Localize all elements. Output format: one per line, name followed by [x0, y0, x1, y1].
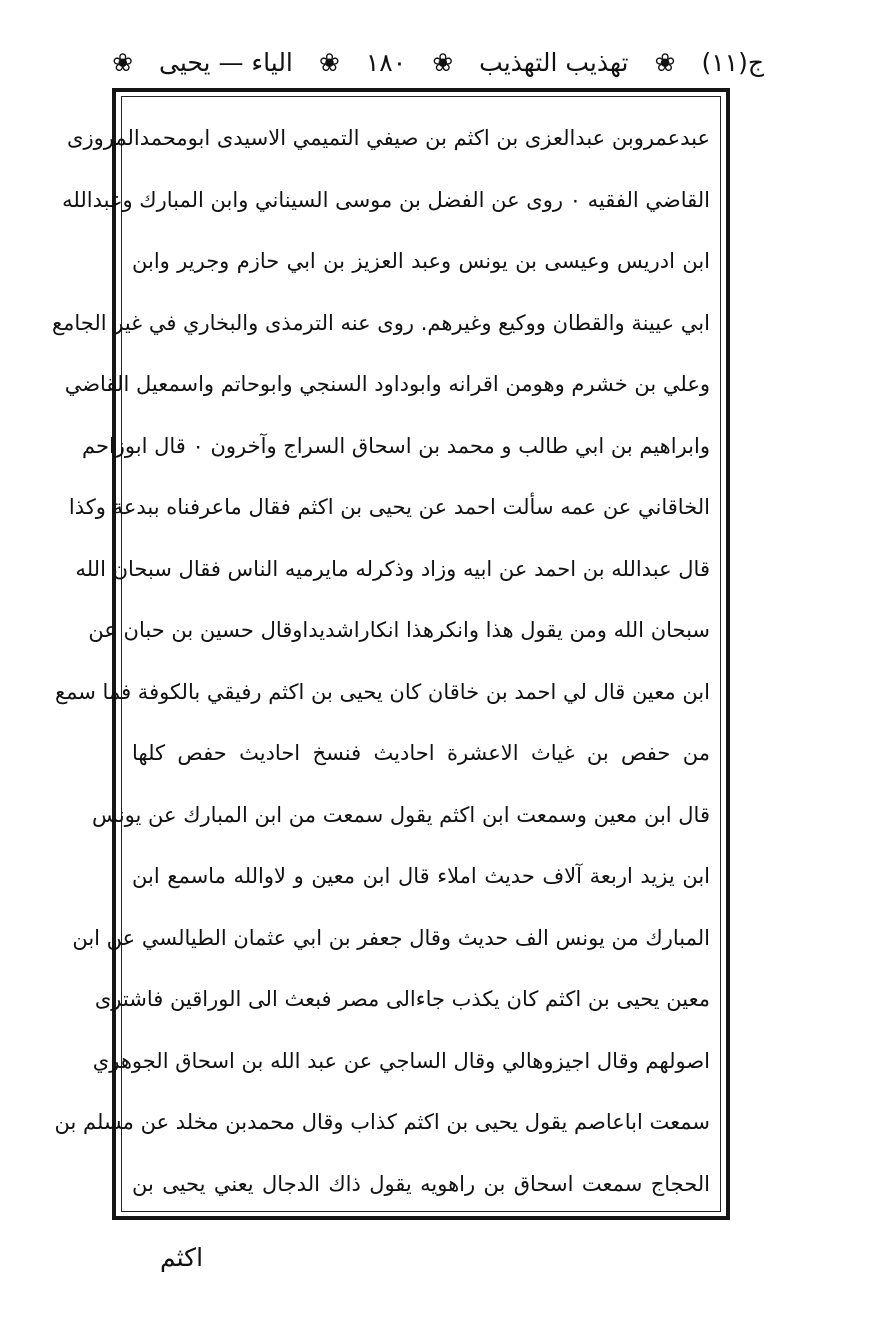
text-line: المبارك من يونس الف حديث وقال جعفر بن ابي عثمان الطيالسي عن ابن [72, 925, 710, 950]
text-line: وعلي بن خشرم وهومن اقرانه وابوداود السنجي وابوحاتم واسمعيل القاضي [64, 372, 710, 396]
text-line: معين يحيى بن اكثم كان يكذب جاءالى مصر فبعث الى الوراقين فاشترى [94, 987, 710, 1011]
catchword: اكثم [160, 1243, 204, 1272]
text-line: ابي عيينة والقطان ووكيع وغيرهم. روى عنه الترمذى والبخاري في غير الجامع [51, 310, 710, 335]
text-line: الخاقاني عن عمه سألت احمد عن يحيى بن اكثم فقال ماعرفناه ببدعة وكذا [68, 495, 710, 519]
text-line: سمعت اباعاصم يقول يحيى بن اكثم كذاب وقال محمدبن مخلد عن مسلم بن [54, 1110, 710, 1134]
section-title: الياء — يحيى [159, 48, 293, 77]
text-line: سبحان الله ومن يقول هذا وانكرهذا انكاراشديداوقال حسين بن حبان عن [88, 618, 710, 642]
text-line: الحجاج سمعت اسحاق بن راهويه يقول ذاك الدجال يعني يحيى بن [132, 1171, 710, 1196]
running-header [112, 40, 764, 86]
ornament-icon: ❀ [432, 48, 454, 77]
main-text-block [51, 108, 710, 1208]
text-line: اصولهم وقال اجيزوهالي وقال الساجي عن عبد الله بن اسحاق الجوهري [92, 1048, 710, 1073]
text-line: ابن معين قال لي احمد بن خاقان كان يحيى بن اكثم رفيقي بالكوفة فما سمع [54, 679, 710, 704]
ornament-icon: ❀ [654, 48, 676, 77]
text-line: قال ابن معين وسمعت ابن اكثم يقول سمعت من ابن المبارك عن يونس [92, 802, 710, 827]
text-line: القاضي الفقيه ٠ روى عن الفضل بن موسى السيناني وابن المبارك وعبدالله [62, 187, 710, 212]
ornament-icon: ❀ [318, 48, 340, 77]
text-line: ابن يزيد اربعة آلاف حديث املاء قال ابن معين و لاوالله ماسمع ابن [132, 864, 710, 888]
text-line: عبدعمروبن عبدالعزى بن اكثم بن صيفي التميمي الاسيدى ابومحمدالمروزى [67, 126, 710, 150]
page-number: ١٨٠ [365, 48, 407, 77]
text-line: قال عبدالله بن احمد عن ابيه وزاد وذكرله مايرميه الناس فقال سبحان الله [75, 556, 710, 581]
text-line: وابراهيم بن ابي طالب و محمد بن اسحاق السراج وآخرون ٠ قال ابوزاحم [82, 433, 710, 458]
text-line: ابن ادريس وعيسى بن يونس وعبد العزيز بن ابي حازم وجرير وابن [132, 249, 710, 273]
text-line: من حفص بن غياث الاعشرة احاديث فنسخ احاديث حفص كلها [132, 741, 710, 765]
book-title: تهذيب التهذيب [479, 48, 629, 77]
volume-number: ج(١١) [701, 48, 764, 77]
ornament-icon: ❀ [112, 48, 134, 77]
